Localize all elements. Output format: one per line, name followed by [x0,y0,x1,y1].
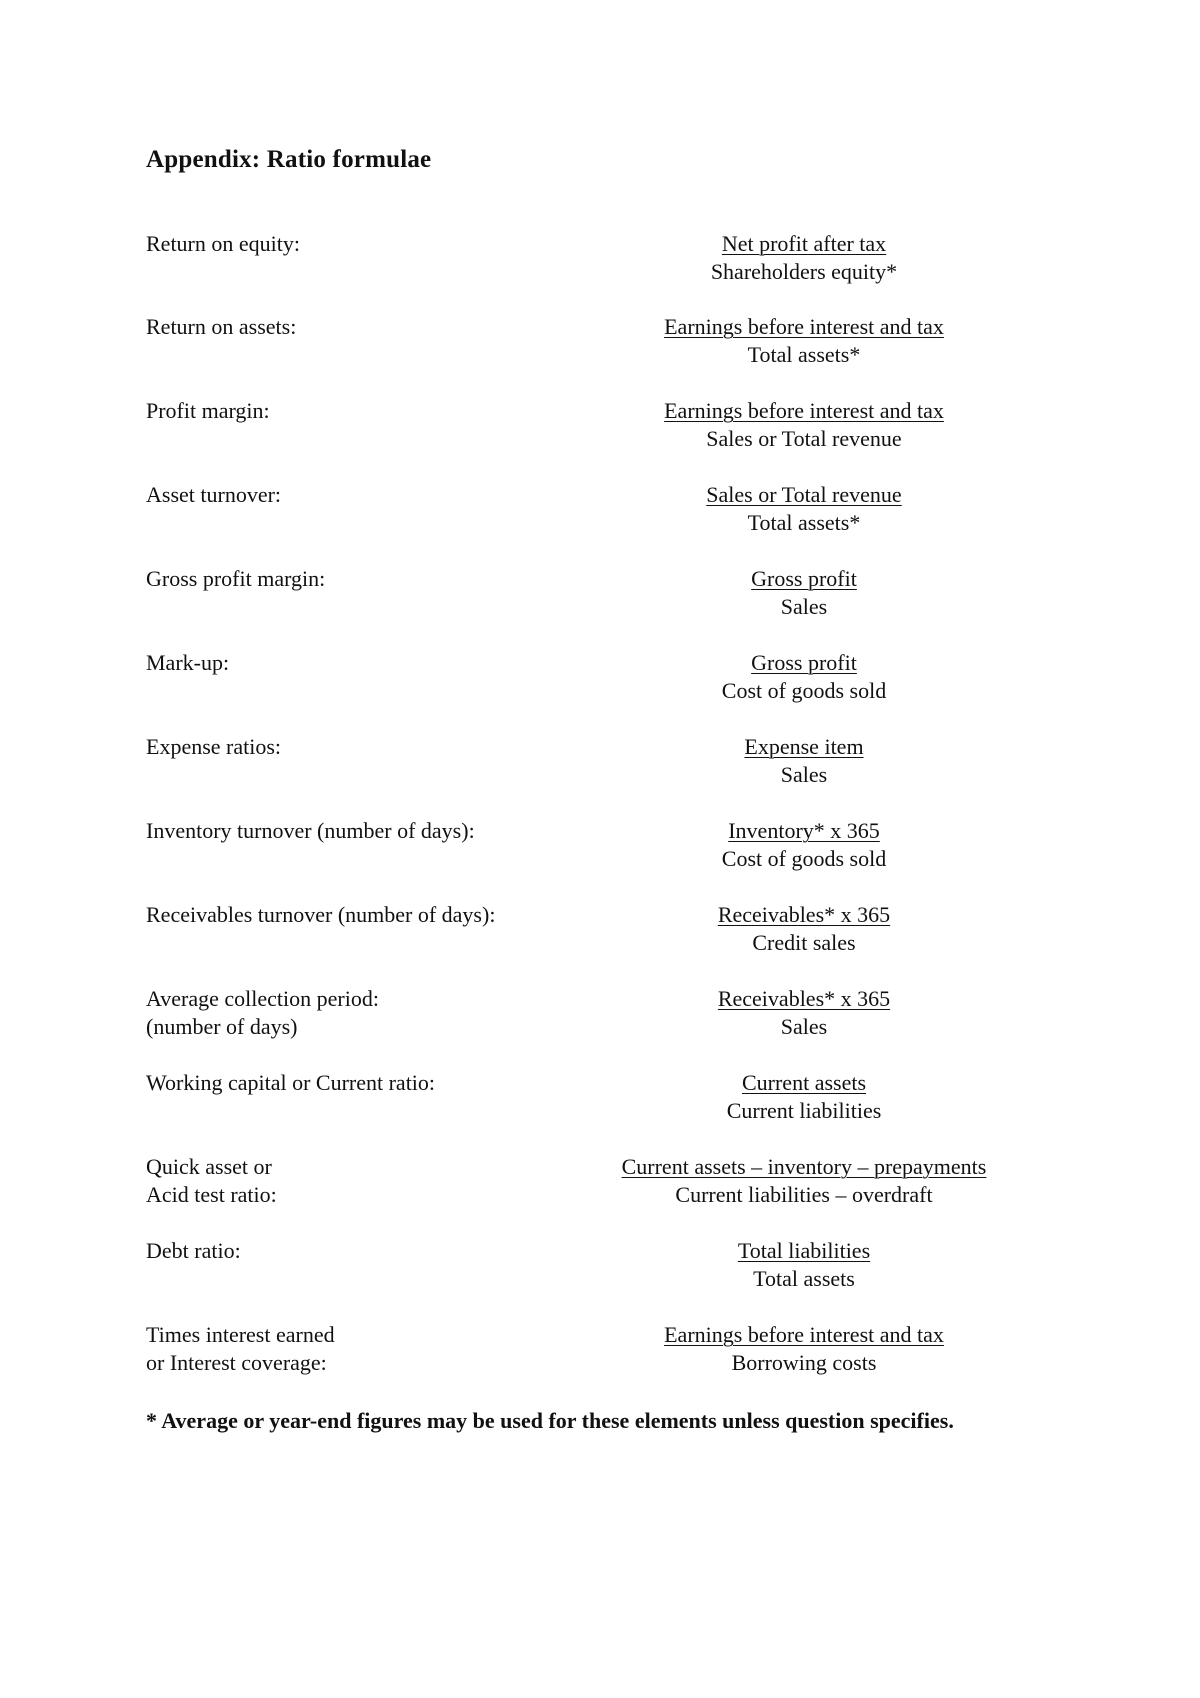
formula-numerator: Expense item [744,734,864,759]
ratio-label-line: Working capital or Current ratio: [146,1070,436,1095]
formula-denominator: Borrowing costs [731,1350,877,1375]
formula-denominator: Sales [780,1014,828,1039]
ratio-interest-coverage [146,1321,1026,1381]
ratio-label-line: Asset turnover: [146,482,282,507]
ratio-label-line: Acid test ratio: [146,1182,277,1207]
ratio-label-line: or Interest coverage: [146,1350,327,1375]
ratio-label [146,985,546,1041]
ratio-label-line: Mark-up: [146,650,230,675]
ratio-return-on-assets [146,313,1026,373]
ratio-formula [504,649,1104,705]
formula-denominator: Sales [780,594,828,619]
ratio-label-line: (number of days) [146,1014,298,1039]
formula-denominator: Total assets* [747,510,861,535]
ratio-profit-margin [146,397,1026,457]
formula-numerator: Receivables* x 365 [717,902,891,927]
ratio-label [146,1237,546,1265]
formula-denominator: Cost of goods sold [721,846,887,871]
ratio-label-line: Gross profit margin: [146,566,326,591]
formula-denominator: Total assets [753,1266,855,1291]
ratio-formula [504,733,1104,789]
formula-denominator: Sales or Total revenue [706,426,902,451]
ratio-label-line: Expense ratios: [146,734,282,759]
ratio-label-line: Average collection period: [146,986,379,1011]
formula-denominator: Current liabilities – overdraft [675,1182,933,1207]
ratio-formula [504,985,1104,1041]
formula-denominator: Cost of goods sold [721,678,887,703]
ratio-formula [504,565,1104,621]
ratio-label [146,733,546,761]
ratio-formula [504,397,1104,453]
ratio-asset-turnover [146,481,1026,541]
formula-denominator: Total assets* [747,342,861,367]
ratio-label [146,1153,546,1209]
ratio-formula [504,230,1104,286]
ratio-label-line: Quick asset or [146,1154,272,1179]
ratio-formula [504,1237,1104,1293]
formula-numerator: Net profit after tax [721,231,887,256]
ratio-label [146,397,546,425]
ratio-expense-ratios [146,733,1026,793]
ratio-formula [504,1069,1104,1125]
formula-denominator: Sales [780,762,828,787]
ratio-label [146,817,546,845]
ratio-label-line: Profit margin: [146,398,270,423]
ratio-current-ratio [146,1069,1026,1129]
formula-numerator: Total liabilities [737,1238,871,1263]
ratio-label [146,901,546,929]
ratio-label [146,313,546,341]
ratio-formula [504,1321,1104,1377]
footnote: * Average or year-end figures may be used for these elements unless question specifies. [146,1408,954,1433]
ratio-formula [504,313,1104,369]
ratio-formula [504,481,1104,537]
formula-numerator: Inventory* x 365 [728,818,880,843]
ratio-label-line: Times interest earned [146,1322,335,1347]
formula-numerator: Gross profit [751,650,857,675]
formula-numerator: Earnings before interest and tax [664,1322,944,1347]
formula-numerator: Sales or Total revenue [706,482,902,507]
ratio-average-collection-period [146,985,1026,1045]
ratio-label-line: Receivables turnover (number of days): [146,902,496,927]
page-title: Appendix: Ratio formulae [146,146,432,173]
ratio-label [146,565,546,593]
formula-numerator: Current assets – inventory – prepayments [621,1154,987,1179]
formula-denominator: Credit sales [752,930,856,955]
formula-denominator: Shareholders equity* [710,259,898,284]
ratio-label [146,230,546,258]
ratio-debt-ratio [146,1237,1026,1297]
ratio-inventory-turnover [146,817,1026,877]
ratio-label-line: Debt ratio: [146,1238,241,1263]
ratio-label [146,1069,546,1097]
ratio-formula [504,817,1104,873]
formula-numerator: Earnings before interest and tax [664,398,944,423]
ratio-formula [504,901,1104,957]
ratio-return-on-equity [146,230,1026,290]
ratio-receivables-turnover [146,901,1026,961]
ratio-label-line: Return on assets: [146,314,297,339]
ratio-label-line: Return on equity: [146,231,300,256]
ratio-label [146,481,546,509]
formula-numerator: Current assets [741,1070,867,1095]
ratio-label [146,1321,546,1377]
ratio-mark-up [146,649,1026,709]
formula-numerator: Receivables* x 365 [717,986,891,1011]
ratio-formula [504,1153,1104,1209]
formula-numerator: Earnings before interest and tax [664,314,944,339]
formula-denominator: Current liabilities [726,1098,882,1123]
ratio-gross-profit-margin [146,565,1026,625]
ratio-label-line: Inventory turnover (number of days): [146,818,475,843]
ratio-acid-test [146,1153,1026,1213]
ratio-label [146,649,546,677]
formula-numerator: Gross profit [751,566,857,591]
